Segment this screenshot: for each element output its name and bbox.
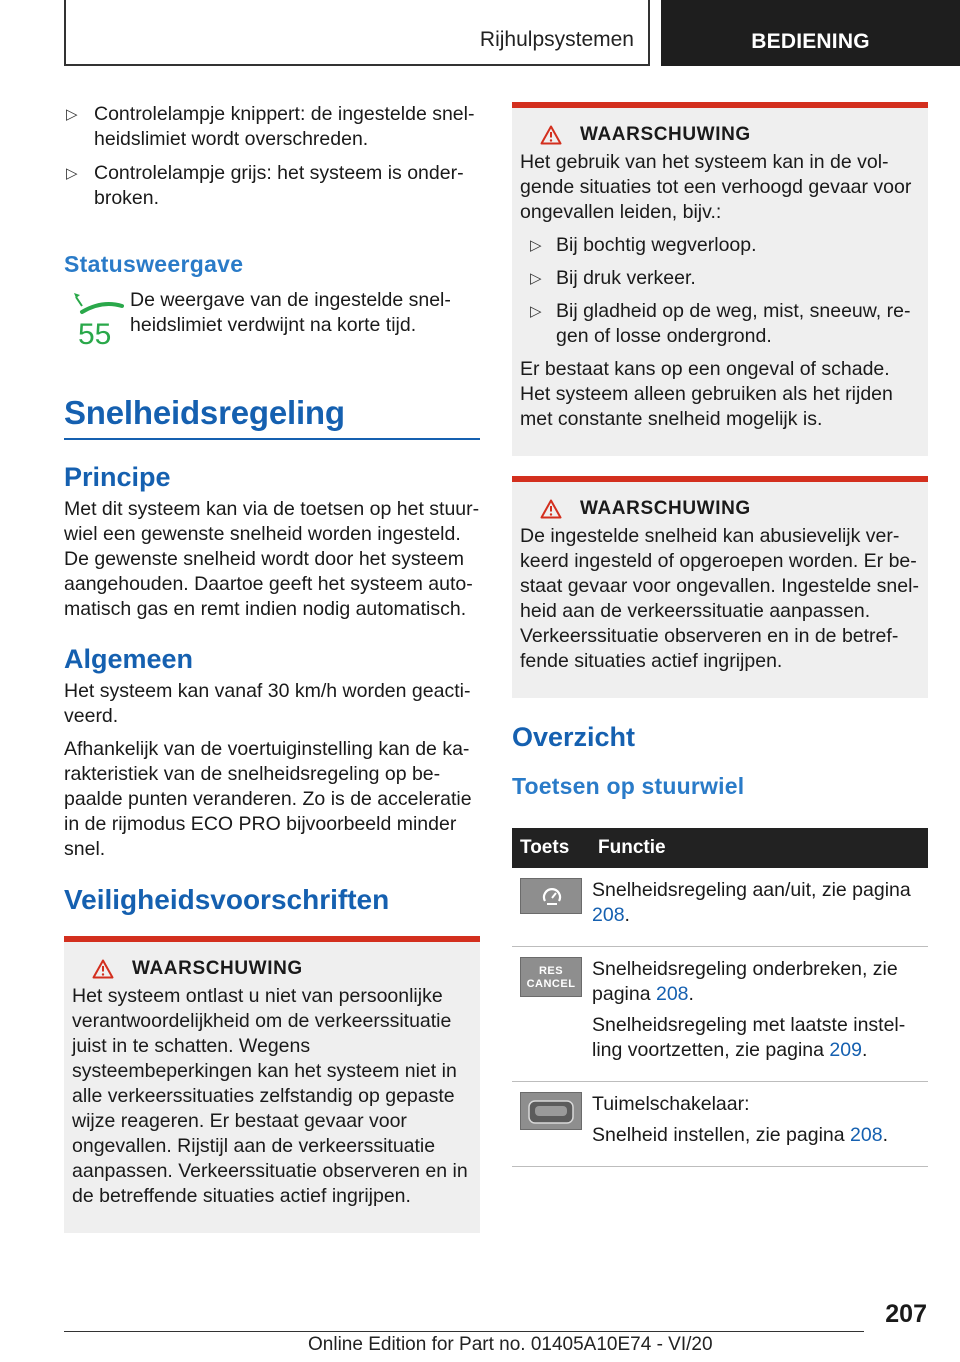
status-heading: Statusweergave	[64, 251, 244, 277]
key-icon-cell	[512, 1082, 590, 1167]
table-header-row	[512, 828, 928, 868]
bullet-text: Controlelampje grijs: het systeem is onderbroken.	[94, 162, 464, 209]
triangle-bullet-icon: ▷	[530, 270, 542, 287]
triangle-bullet-icon: ▷	[66, 165, 78, 182]
warning-text: Het systeem ontlast u niet van persoonlijke verantwoordelijkheid om de verkeerssituatie juist in te schatten. Wegens systeembeperkingen kan het systeem niet in alle verkeerssituaties zelfstandig op gepaste wijze reageren. Er bestaat gevaar voor ongevallen. Rijstijl aan de verkeerssituatie aanpassen. Verkeerssituatie observeren en in de betreffende situaties actief ingrijpen.	[72, 985, 468, 1207]
steering-keys-table	[512, 828, 928, 1167]
warning-title: WAARSCHUWING	[580, 498, 751, 519]
warning-title: WAARSCHUWING	[580, 124, 751, 145]
table-row	[512, 947, 928, 1082]
function-label: Tuimelschakelaar:	[592, 1093, 750, 1115]
warning-box	[512, 476, 928, 698]
bullet-text: Bij gladheid op de weg, mist, sneeuw, regen of losse ondergrond.	[556, 300, 911, 347]
page-reference-link[interactable]: 209	[829, 1039, 862, 1061]
page-number: 207	[885, 1300, 927, 1328]
key-function-cell	[590, 868, 928, 947]
warning-title-row	[72, 958, 472, 980]
warning-title-row	[520, 124, 920, 146]
function-text	[592, 878, 922, 928]
header-section-box	[64, 0, 650, 66]
function-text-end: .	[624, 904, 630, 926]
warning-triangle-icon	[92, 959, 114, 979]
triangle-bullet-icon: ▷	[66, 106, 78, 123]
key-function-cell	[590, 1082, 928, 1167]
warning-box	[64, 936, 480, 1233]
algemeen-text-2: Afhankelijk van de voertuiginstelling kan de karakteristiek van de snelheidsregeling op bepaalde punten veranderen. Zo is de acceleratie in de rijmodus ECO PRO bijvoorbeeld minder snel.	[64, 738, 472, 860]
bullet-text: Bij druk verkeer.	[556, 267, 696, 289]
res-cancel-button-icon	[520, 957, 582, 997]
triangle-bullet-icon: ▷	[530, 303, 542, 320]
function-text-end: .	[861, 1039, 868, 1061]
list-item	[520, 233, 920, 258]
key-icon-cell	[512, 868, 590, 947]
footer-divider	[64, 1331, 864, 1332]
key-function-cell	[590, 947, 928, 1082]
function-text	[592, 957, 922, 1007]
page-reference-link[interactable]: 208	[655, 983, 689, 1005]
function-text	[592, 1013, 922, 1063]
bullet-text: Bij bochtig wegverloop.	[556, 234, 757, 256]
table-row	[512, 1082, 928, 1167]
res-cancel-line-1: RES	[538, 965, 564, 977]
steering-keys-heading: Toetsen op stuurwiel	[512, 773, 745, 799]
bullet-text: Controlelampje knippert: de ingestelde snelheidslimiet wordt overschreden.	[94, 103, 475, 150]
warning-box	[512, 102, 928, 456]
right-column	[512, 102, 928, 1167]
principe-text: Met dit systeem kan via de toetsen op het stuurwiel een gewenste snelheid worden ingesteld. De gewenste snelheid wordt door het systeem aangehouden. Daartoe geeft het systeem automatisch gas en remt indien nodig automatisch.	[64, 498, 480, 620]
triangle-bullet-icon: ▷	[530, 237, 542, 254]
key-icon-cell	[512, 947, 590, 1082]
warning-title: WAARSCHUWING	[132, 958, 303, 979]
header-chapter-tab	[661, 0, 960, 66]
header-chapter-title: BEDIENING	[751, 30, 870, 53]
function-text-body: Snelheidsregeling onderbreken, zie pagina	[592, 958, 898, 1005]
warning-intro: Het gebruik van het systeem kan in de volgende situaties tot een verhoogd gevaar voor ongevallen leiden, bijv.:	[520, 151, 912, 223]
page-main-heading: Snelheidsregeling	[64, 394, 480, 440]
cruise-control-button-icon	[520, 878, 582, 914]
warning-triangle-icon	[540, 499, 562, 519]
function-text-end: .	[882, 1124, 888, 1146]
function-text-body: Snelheid instellen, zie pagina	[592, 1124, 851, 1146]
res-cancel-line-2: CANCEL	[526, 978, 576, 990]
warning-text: De ingestelde snelheid kan abusievelijk verkeerd ingesteld of opgeroepen worden. Er bestaat gevaar voor ongevallen. Ingestelde snelheid aan de verkeerssituatie aanpassen. Verkeerssituatie observeren en in de betreffende situaties actief ingrijpen.	[520, 525, 919, 672]
warning-title-row	[520, 498, 920, 520]
algemeen-text-1: Het systeem kan vanaf 30 km/h worden geactiveerd.	[64, 680, 471, 727]
list-item	[64, 161, 480, 211]
algemeen-heading: Algemeen	[64, 644, 194, 674]
indicator-bullet-list	[64, 102, 480, 211]
rocker-switch-icon	[520, 1092, 582, 1130]
column-header-key: Toets	[512, 828, 590, 868]
left-column	[64, 102, 480, 1233]
principe-heading: Principe	[64, 462, 171, 492]
status-icon-number: 55	[78, 318, 112, 348]
function-text-end: .	[688, 983, 694, 1005]
function-text-body: Snelheidsregeling aan/uit, zie pagina	[592, 879, 911, 901]
page-reference-link[interactable]: 208	[850, 1124, 883, 1146]
table-row	[512, 868, 928, 947]
page-reference-link[interactable]: 208	[592, 904, 625, 926]
header-section-title: Rijhulpsystemen	[479, 28, 634, 51]
function-text-body: Snelheidsregeling met laatste instelling voortzetten, zie pagina	[592, 1014, 906, 1061]
column-header-function: Functie	[590, 828, 928, 868]
status-row	[64, 288, 480, 358]
safety-heading: Veiligheidsvoorschriften	[64, 884, 390, 915]
function-text	[592, 1123, 922, 1148]
list-item	[520, 299, 920, 349]
speed-limit-indicator-icon	[64, 288, 130, 358]
warning-triangle-icon	[540, 125, 562, 145]
list-item	[520, 266, 920, 291]
warning-bullet-list	[520, 233, 920, 349]
warning-outro: Er bestaat kans op een ongeval of schade. Het systeem alleen gebruiken als het rijden met constante snelheid mogelijk is.	[520, 358, 893, 430]
status-text: De weergave van de ingestelde snelheidslimiet verdwijnt na korte tijd.	[130, 289, 451, 336]
list-item	[64, 102, 480, 152]
overview-heading: Overzicht	[512, 722, 636, 752]
footer-edition-text: Online Edition for Part no. 01405A10E74 - VI/20	[308, 1334, 713, 1355]
